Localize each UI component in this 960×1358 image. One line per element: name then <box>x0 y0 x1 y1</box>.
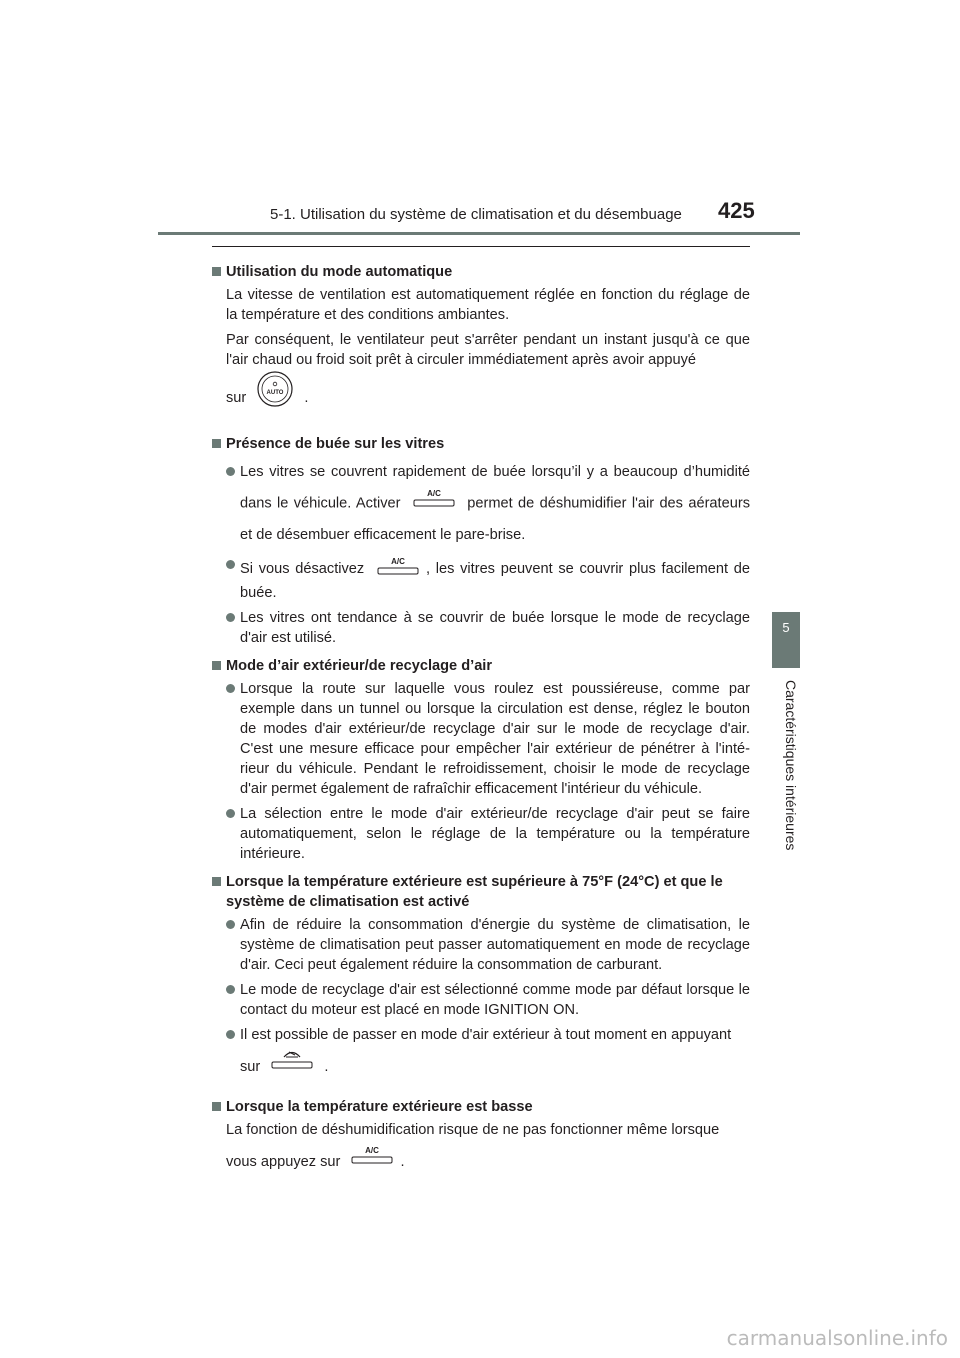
square-bullet-icon <box>212 267 221 276</box>
bullet-text: , les vitres peuvent se couvrir plus facilement de buée. <box>240 560 750 601</box>
section-high-temp <box>212 872 750 1089</box>
section-heading <box>212 262 750 282</box>
bullet-item <box>226 980 750 1020</box>
round-bullet-icon <box>226 920 235 929</box>
bullet-text: Le mode de recyclage d'air est sélectionné comme mode par défaut lorsque le contact du moteur est placé en mode IGNITION ON. <box>240 982 750 1018</box>
round-bullet-icon <box>226 985 235 994</box>
round-bullet-icon <box>226 467 235 476</box>
content-rule <box>212 246 750 247</box>
round-bullet-icon <box>226 613 235 622</box>
section-title: Mode d’air extérieur/de recyclage d’air <box>226 658 493 674</box>
bullet-item <box>226 804 750 864</box>
svg-text:A/C: A/C <box>427 489 441 498</box>
paragraph: Par conséquent, le ventilateur peut s'arrêter pendant un instant jusqu'à ce que l'air chaud ou froid soit prêt à circuler immédiatement après avoir appuyé <box>226 332 750 368</box>
bullet-item <box>226 1025 750 1045</box>
inline-text: vous appuyez sur <box>226 1154 341 1171</box>
bullet-item <box>226 457 750 550</box>
inline-text: . <box>400 1154 405 1171</box>
section-heading <box>212 434 750 454</box>
round-bullet-icon <box>226 560 235 569</box>
section-auto-mode <box>212 262 750 426</box>
chapter-number: 5 <box>782 620 790 635</box>
svg-text:AUTO: AUTO <box>266 390 284 396</box>
page-number: 425 <box>718 198 755 223</box>
section-heading <box>212 872 750 912</box>
section-fogging <box>212 434 750 648</box>
bullet-tail <box>226 1045 750 1089</box>
bullet-text: Si vous désactivez <box>240 560 365 577</box>
bullet-text: Les vitres se couvrent rapidement de buée lorsqu’il y a beaucoup d’humidité dans le véhicule. Activer <box>240 464 750 512</box>
bullet-item <box>226 679 750 799</box>
round-bullet-icon <box>226 1030 235 1039</box>
section-title: Lorsque la température extérieure est supérieure à 75°F (24°C) et que le système de climatisation est activé <box>226 874 723 910</box>
square-bullet-icon <box>212 439 221 448</box>
paragraph-tail <box>226 370 750 426</box>
paragraph: La vitesse de ventilation est automatiquement réglée en fonction du réglage de la température et des conditions ambiantes. <box>226 287 750 323</box>
inline-text: sur <box>240 1059 261 1075</box>
section-title: Lorsque la température extérieure est basse <box>226 1099 533 1116</box>
round-bullet-icon <box>226 809 235 818</box>
paragraph: La fonction de déshumidification risque de ne pas fonctionner même lorsque <box>226 1122 720 1139</box>
square-bullet-icon <box>212 877 221 886</box>
a-c-button-icon <box>350 1140 394 1184</box>
bullet-item <box>226 555 750 603</box>
bullet-text: Les vitres ont tendance à se couvrir de buée lorsque le mode de recyclage d'air est utilisé. <box>240 610 750 646</box>
svg-text:A/C: A/C <box>365 1146 380 1156</box>
inline-text: . <box>304 389 309 406</box>
header-rule <box>158 232 800 235</box>
bullet-text: La sélection entre le mode d'air extérieur/de recyclage d'air peut se faire automatiquement, selon le réglage de la température ou la température intérieure. <box>240 806 750 862</box>
section-heading <box>212 1097 750 1117</box>
auto-button-icon <box>256 370 294 426</box>
bullet-item <box>226 608 750 648</box>
section-title: Présence de buée sur les vitres <box>226 436 445 452</box>
bullet-text: Il est possible de passer en mode d'air extérieur à tout moment en appuyant <box>240 1027 732 1043</box>
a-c-button-icon <box>412 487 456 520</box>
square-bullet-icon <box>212 661 221 670</box>
bullet-text: permet de déshumidifier l'air des aérateurs et de désembuer efficacement le pare-brise. <box>240 495 750 543</box>
site-watermark: carmanualsonline.info <box>726 1326 948 1350</box>
inline-text: sur <box>226 389 247 406</box>
round-bullet-icon <box>226 684 235 693</box>
bullet-item <box>226 915 750 975</box>
section-low-temp <box>212 1097 750 1184</box>
bullet-text: Lorsque la route sur laquelle vous roulez est poussiéreuse, comme par exemple dans un tunnel ou lorsque la circulation est dense, réglez le bouton de modes d'air extérieur/de recyclage d'air sur le mode de recyclage d'air. C'est une mesure efficace pour empêcher l'air extérieur de pénétrer à l'intérieur du véhicule. Pendant le refroidissement, choisir le mode de recyclage d'air permet également de rafraîchir efficacement l'intérieur du véhicule. <box>240 681 750 797</box>
header-title: 5-1. Utilisation du système de climatisation et du désembuage <box>270 206 682 223</box>
bullet-text: Afin de réduire la consommation d'énergie du système de climatisation, le système de climatisation peut passer automatiquement en mode de recyclage d'air. Ceci peut également réduire la consommation de carburant. <box>240 917 750 973</box>
square-bullet-icon <box>212 1102 221 1111</box>
chapter-title: Caractéristiques intérieures <box>783 680 799 851</box>
section-air-mode <box>212 656 750 864</box>
svg-text:A/C: A/C <box>391 557 405 566</box>
page-content <box>212 262 750 1192</box>
a-c-button-icon <box>376 555 420 583</box>
section-title: Utilisation du mode automatique <box>226 264 453 280</box>
outside-air-mode-icon <box>270 1045 314 1089</box>
inline-text: . <box>324 1059 329 1075</box>
chapter-tab <box>772 612 800 668</box>
paragraph-tail <box>226 1140 750 1184</box>
section-heading <box>212 656 750 676</box>
